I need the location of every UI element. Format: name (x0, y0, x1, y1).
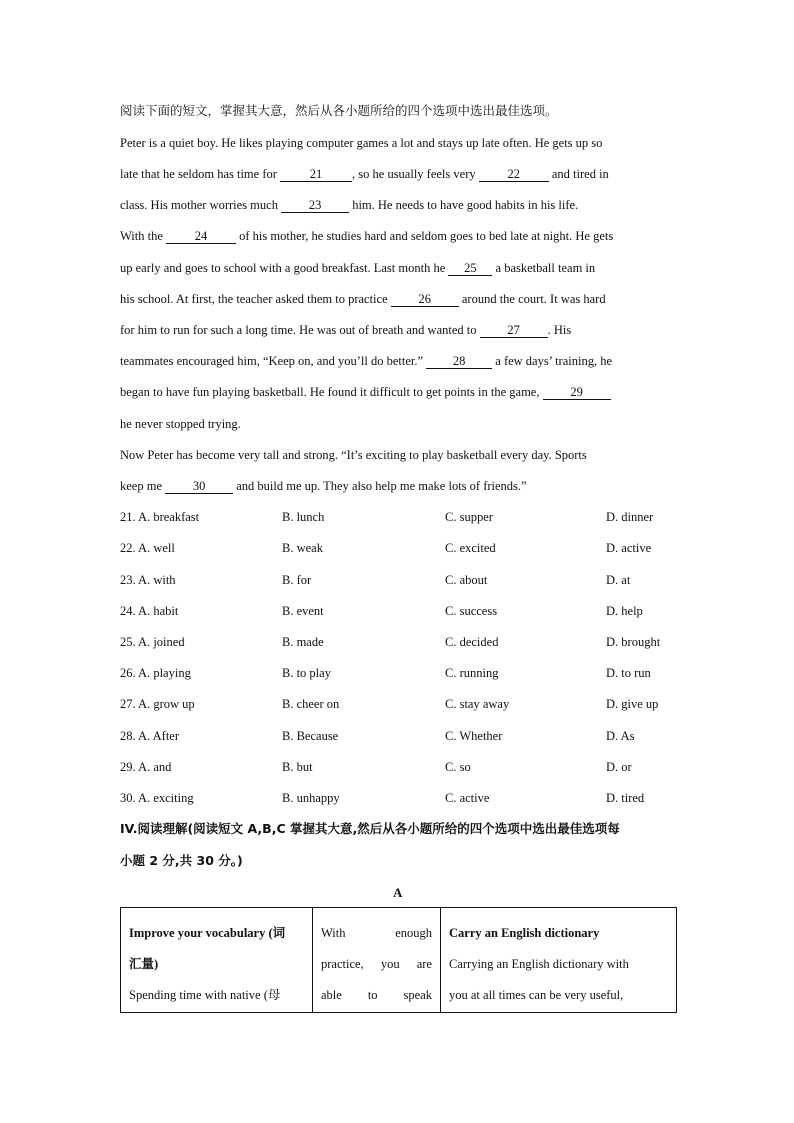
cell-line: able to speak (321, 988, 432, 1002)
option-b: B. unhappy (282, 791, 340, 805)
option-d: D. to run (606, 666, 651, 680)
blank-23: 23 (281, 198, 349, 213)
blank-25: 25 (448, 261, 492, 276)
passage-line-4: With the 24 of his mother, he studies hard and seldom goes to bed late at night. He gets (120, 229, 614, 243)
option-b: B. made (282, 635, 324, 649)
option-row-22 (120, 540, 680, 556)
option-a: 21. A. breakfast (120, 510, 200, 524)
option-c: C. so (445, 760, 471, 774)
option-b: B. Because (282, 729, 339, 743)
passage-line-2: late that he seldom has time for 21 , so he usually feels very 22 and tired in (120, 167, 609, 181)
blank-27: 27 (480, 323, 548, 338)
option-a: 22. A. well (120, 541, 175, 555)
option-row-28 (120, 728, 680, 744)
cell-title: Carry an English dictionary (449, 926, 600, 940)
passage-line-5: up early and goes to school with a good breakfast. Last month he 25 a basketball team in (120, 261, 596, 275)
passage-line-11: Now Peter has become very tall and strong. “It’s exciting to play basketball every day. Sports (120, 448, 587, 462)
cell-text: Spending time with native (母 (129, 988, 281, 1002)
option-row-27 (120, 696, 680, 712)
option-d: D. As (606, 729, 635, 743)
cell-title-cont: 汇量) (129, 957, 159, 971)
option-row-21 (120, 509, 680, 525)
passage-line-6: his school. At first, the teacher asked them to practice 26 around the court. It was hard (120, 292, 606, 306)
option-d: D. tired (606, 791, 645, 805)
cell-title: Improve your vocabulary (词 (129, 926, 286, 940)
option-row-23 (120, 572, 680, 588)
cell-line: practice, you are (321, 957, 432, 971)
option-a: 23. A. with (120, 573, 176, 587)
option-row-25 (120, 634, 680, 650)
option-a: 29. A. and (120, 760, 172, 774)
option-a: 28. A. After (120, 729, 180, 743)
option-a: 25. A. joined (120, 635, 185, 649)
option-row-29 (120, 759, 680, 775)
option-b: B. lunch (282, 510, 325, 524)
cell-text: Carrying an English dictionary with (449, 957, 629, 971)
section-4-heading: IV.阅读理解(阅读短文 A,B,C 掌握其大意,然后从各小题所给的四个选项中选出最佳选项每 (120, 821, 620, 836)
section-4-heading-cont: 小题 2 分,共 30 分。) (120, 853, 243, 868)
option-b: B. but (282, 760, 313, 774)
option-d: D. at (606, 573, 631, 587)
option-d: D. give up (606, 697, 659, 711)
option-b: B. event (282, 604, 324, 618)
option-c: C. running (445, 666, 499, 680)
passage-line-1: Peter is a quiet boy. He likes playing computer games a lot and stays up late often. He gets up so (120, 136, 603, 150)
option-a: 24. A. habit (120, 604, 179, 618)
option-b: B. to play (282, 666, 331, 680)
cell-line: With enough (321, 926, 432, 940)
passage-line-8: teammates encouraged him, “Keep on, and you’ll do better.” 28 a few days’ training, he (120, 354, 613, 368)
instruction: 阅读下面的短文，掌握其大意，然后从各小题所给的四个选项中选出最佳选项。 (120, 103, 558, 118)
passage-a-label: A (393, 885, 403, 900)
passage-line-9: began to have fun playing basketball. He found it difficult to get points in the game, 29 (120, 384, 611, 400)
option-c: C. Whether (445, 729, 503, 743)
reading-table (120, 907, 677, 1013)
option-a: 30. A. exciting (120, 791, 194, 805)
option-row-26 (120, 665, 680, 681)
table-cell-dictionary (441, 908, 677, 1013)
blank-22: 22 (479, 167, 549, 182)
option-a: 26. A. playing (120, 666, 191, 680)
passage-line-10: he never stopped trying. (120, 417, 241, 431)
passage-line-7: for him to run for such a long time. He was out of breath and wanted to 27 . His (120, 323, 572, 337)
option-b: B. weak (282, 541, 323, 555)
option-b: B. for (282, 573, 312, 587)
option-row-30 (120, 790, 680, 806)
option-c: C. active (445, 791, 490, 805)
blank-21: 21 (280, 167, 352, 182)
option-b: B. cheer on (282, 697, 340, 711)
option-row-24 (120, 603, 680, 619)
table-cell-vocabulary (121, 908, 313, 1013)
option-d: D. or (606, 760, 632, 774)
option-c: C. supper (445, 510, 493, 524)
cell-text: you at all times can be very useful, (449, 988, 624, 1002)
option-c: C. stay away (445, 697, 510, 711)
passage-line-3: class. His mother worries much 23 him. He needs to have good habits in his life. (120, 198, 579, 212)
blank-28: 28 (426, 354, 492, 369)
blank-30: 30 (165, 479, 233, 494)
option-d: D. dinner (606, 510, 654, 524)
option-c: C. success (445, 604, 498, 618)
passage-line-12: keep me 30 and build me up. They also help me make lots of friends.” (120, 479, 527, 493)
option-a: 27. A. grow up (120, 697, 195, 711)
option-d: D. active (606, 541, 652, 555)
blank-24: 24 (166, 229, 236, 244)
option-c: C. excited (445, 541, 496, 555)
option-c: C. about (445, 573, 488, 587)
option-d: D. brought (606, 635, 661, 649)
blank-29: 29 (543, 385, 611, 400)
option-d: D. help (606, 604, 643, 618)
option-c: C. decided (445, 635, 499, 649)
table-cell-practice (313, 908, 441, 1013)
blank-26: 26 (391, 292, 459, 307)
